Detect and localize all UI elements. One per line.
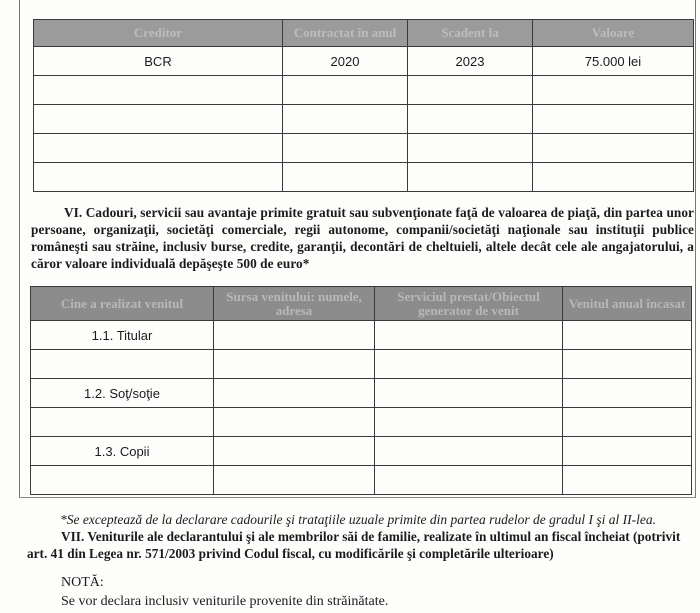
table-cell <box>214 379 375 408</box>
column-header-value: Valoare <box>533 20 694 47</box>
column-header-service-provided: Serviciul prestat/Obiectul generator de venit <box>375 287 563 321</box>
table-cell <box>408 76 533 105</box>
column-header-annual-income: Venitul anual încasat <box>563 287 692 321</box>
table-cell: 2020 <box>283 47 408 76</box>
table-cell <box>375 437 563 466</box>
column-header-creditor: Creditor <box>34 20 283 47</box>
section-vii-heading <box>27 528 694 562</box>
table-cell: BCR <box>34 47 283 76</box>
table-cell <box>375 321 563 350</box>
gifts-table <box>30 286 692 495</box>
table-row <box>34 105 694 134</box>
table-cell <box>533 163 694 192</box>
table-cell <box>34 163 283 192</box>
column-header-who-earned: Cine a realizat venitul <box>31 287 214 321</box>
table-cell <box>283 163 408 192</box>
table-cell <box>533 134 694 163</box>
table-cell <box>31 350 214 379</box>
table-cell <box>283 105 408 134</box>
table-row <box>31 437 692 466</box>
note-text: Se vor declara inclusiv veniturile provenite din străinătate. <box>61 594 389 609</box>
table-cell <box>214 321 375 350</box>
table-cell <box>375 379 563 408</box>
frame-border-right <box>695 0 696 497</box>
table-cell <box>563 350 692 379</box>
table-cell <box>214 350 375 379</box>
table-cell <box>563 408 692 437</box>
table-cell <box>34 105 283 134</box>
table-cell <box>214 466 375 495</box>
table-row <box>31 408 692 437</box>
table-cell <box>34 134 283 163</box>
gifts-footnote: *Se exceptează de la declarare cadourile şi trataţiile uzuale primite din partea rudelor de gradul I şi al II-lea. <box>60 512 657 527</box>
table-cell <box>563 379 692 408</box>
table-cell <box>214 408 375 437</box>
table-cell <box>283 76 408 105</box>
table-row <box>31 321 692 350</box>
table-cell: 1.2. Soţ/soţie <box>31 379 214 408</box>
table-cell: 1.1. Titular <box>31 321 214 350</box>
table-cell <box>563 321 692 350</box>
table-row <box>34 47 694 76</box>
table-cell <box>34 76 283 105</box>
table-cell <box>563 437 692 466</box>
table-cell <box>408 163 533 192</box>
debts-table-header-row <box>34 20 694 47</box>
table-cell: 75.000 lei <box>533 47 694 76</box>
note-label: NOTĂ: <box>61 575 104 590</box>
column-header-due-date: Scadent la <box>408 20 533 47</box>
gifts-table-header-row <box>31 287 692 321</box>
debts-table <box>33 19 694 192</box>
table-cell: 1.3. Copii <box>31 437 214 466</box>
table-cell <box>31 408 214 437</box>
table-cell <box>533 105 694 134</box>
table-cell <box>375 466 563 495</box>
column-header-contracted-year: Contractat în anul <box>283 20 408 47</box>
table-cell: 2023 <box>408 47 533 76</box>
table-row <box>31 379 692 408</box>
table-cell <box>533 76 694 105</box>
frame-border-bottom <box>19 497 696 498</box>
frame-border-left <box>19 0 20 497</box>
section-vi-heading <box>31 204 694 272</box>
table-row <box>31 466 692 495</box>
table-cell <box>408 105 533 134</box>
table-row <box>34 76 694 105</box>
table-row <box>34 134 694 163</box>
table-row <box>34 163 694 192</box>
table-cell <box>375 350 563 379</box>
table-cell <box>31 466 214 495</box>
section-vii-text: VII. Veniturile ale declarantului şi ale membrilor săi de familie, realizate în ultimul an fiscal încheiat (potrivit art. 41 din Legea nr. 571/2003 privind Codul fiscal, cu modificările şi completările ulterioare) <box>27 529 681 561</box>
section-vi-text: VI. Cadouri, servicii sau avantaje primite gratuit sau subvenţionate faţă de valoarea de piaţă, din partea unor persoane, organizaţii, societăţi comerciale, regii autonome, companii/societăţi naţionale sau instituţii publice româneşti sau străine, inclusiv burse, credite, garanţii, decontări de cheltuieli, altele decât cele ale angajatorului, a căror valoare individuală depăşeşte 500 de euro* <box>31 205 694 271</box>
table-cell <box>563 466 692 495</box>
table-row <box>31 350 692 379</box>
table-cell <box>214 437 375 466</box>
table-cell <box>283 134 408 163</box>
table-cell <box>375 408 563 437</box>
column-header-income-source: Sursa venitului: numele, adresa <box>214 287 375 321</box>
table-cell <box>408 134 533 163</box>
